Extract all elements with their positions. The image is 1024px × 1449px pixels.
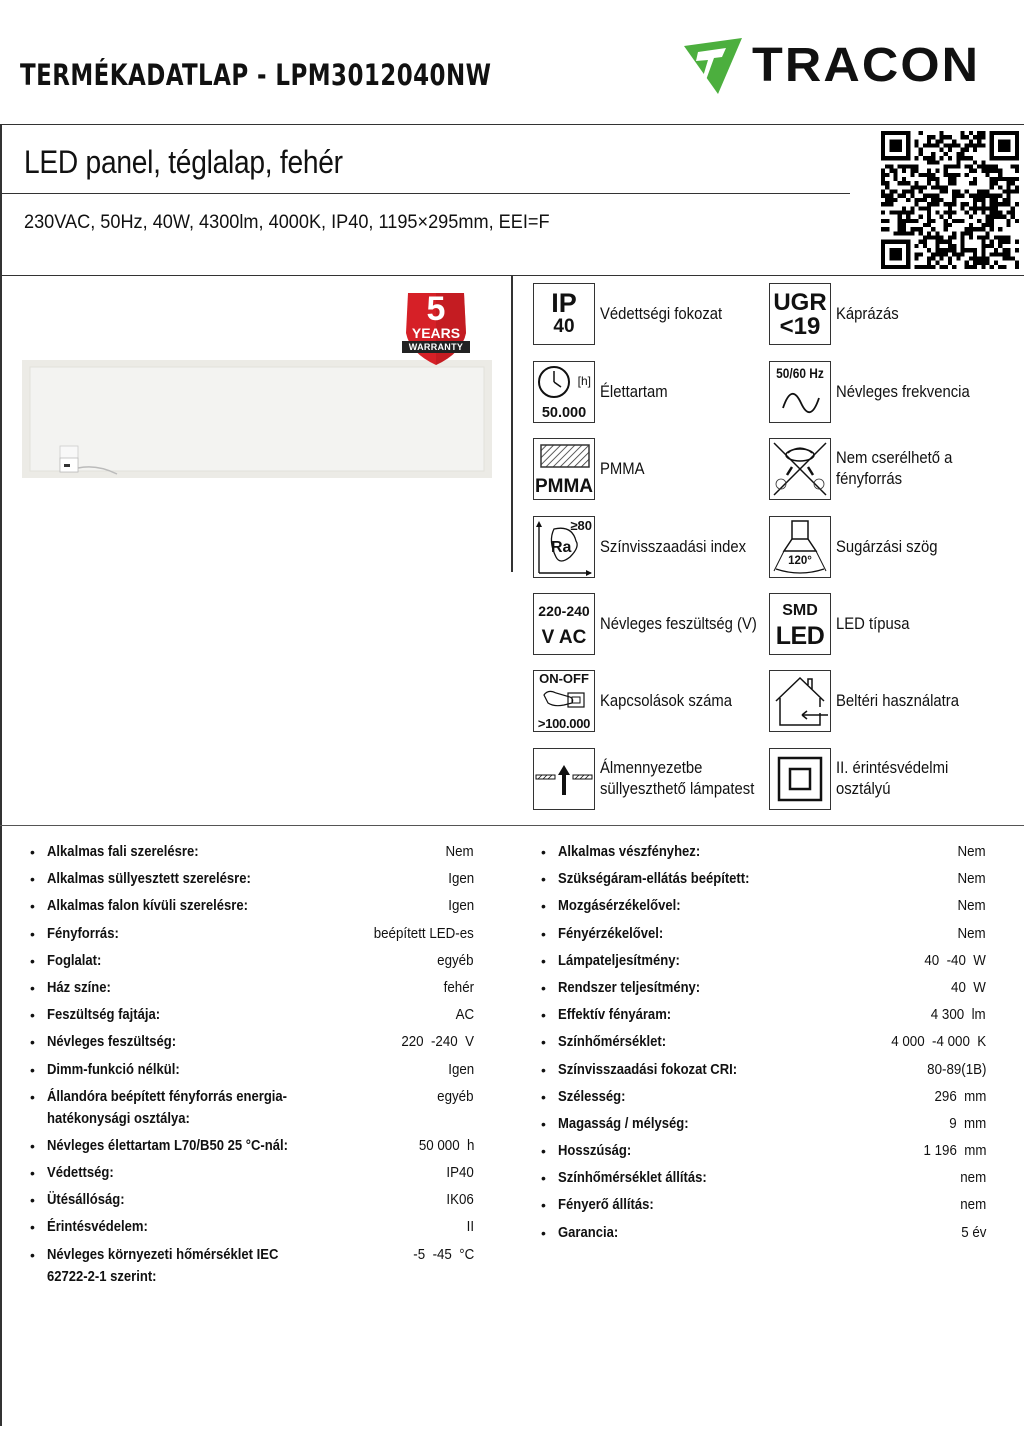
spec-row	[30, 1135, 474, 1157]
icon-label: Sugárzási szög	[836, 537, 938, 556]
icon-label: Védettségi fokozat	[600, 304, 723, 323]
frequency-value: 50/60 Hz	[776, 365, 824, 381]
icon-item-recessed	[533, 748, 775, 810]
bullet-icon: •	[30, 979, 35, 996]
spec-row	[541, 1004, 986, 1026]
spec-row	[541, 1031, 986, 1053]
protection-class-ii-icon	[769, 748, 831, 810]
bullet-icon: •	[541, 1170, 546, 1187]
cri-ra: Ra	[551, 539, 572, 556]
lifetime-unit: [h]	[577, 374, 591, 388]
spec-value: Igen	[448, 871, 474, 888]
product-image-led-panel	[22, 360, 492, 478]
spec-value: 4 300 lm	[931, 1007, 986, 1024]
spec-row	[30, 923, 474, 945]
spec-key: Lámpateljesítmény:	[558, 952, 680, 969]
spec-key: Ház színe:	[47, 979, 111, 996]
spec-key: Névleges környezeti hőmérséklet IEC 62722-2-1 szerint:	[47, 1246, 279, 1285]
spec-key: Magasság / mélység:	[558, 1115, 689, 1132]
spec-value: Nem	[957, 925, 986, 942]
spec-row	[30, 950, 474, 972]
hand-switch-icon	[542, 689, 590, 711]
spec-value: 40 W	[951, 979, 986, 996]
spec-row	[541, 923, 986, 945]
icon-item-frequency	[769, 361, 985, 423]
left-border	[0, 124, 2, 1426]
spec-value: 5 év	[960, 1224, 986, 1241]
frequency-sine-icon	[769, 361, 831, 423]
pmma-diffuser-icon	[533, 438, 595, 500]
spec-value: nem	[960, 1197, 986, 1214]
bullet-icon: •	[541, 1115, 546, 1132]
spec-key: Alkalmas vészfényhez:	[558, 844, 701, 860]
spec-row	[30, 1189, 474, 1211]
switching-cycles-icon	[533, 670, 595, 732]
icon-item-lifetime	[533, 361, 675, 423]
switching-count: >100.000	[537, 716, 591, 731]
cri-threshold: ≥80	[570, 518, 592, 533]
qr-code[interactable]	[881, 131, 1019, 269]
icon-label: Élettartam	[600, 382, 668, 401]
spec-value: Nem	[957, 871, 986, 888]
spec-row	[541, 977, 986, 999]
indoor-use-house-icon	[769, 670, 831, 732]
bullet-icon: •	[541, 952, 546, 969]
beam-angle-icon	[769, 516, 831, 578]
bullet-icon: •	[541, 1224, 546, 1241]
bullet-icon: •	[30, 898, 35, 915]
spec-key: Feszültség fajtája:	[47, 1007, 161, 1024]
icon-item-ugr	[769, 283, 906, 345]
spec-row	[30, 1031, 474, 1053]
icon-item-protection-class	[769, 748, 976, 810]
spec-value: II	[466, 1219, 474, 1236]
spec-key: Érintésvédelem:	[47, 1219, 148, 1236]
spec-key: Alkalmas süllyesztett szerelésre:	[47, 871, 251, 888]
icon-label: Kapcsolások száma	[600, 691, 733, 710]
spec-row	[541, 1222, 986, 1244]
hatched-diffuser-icon	[540, 444, 590, 470]
spec-value: 9 mm	[948, 1115, 986, 1132]
spec-key: Színhőmérséklet:	[558, 1034, 667, 1051]
spec-value: egyéb	[437, 1088, 474, 1105]
spec-row	[541, 841, 986, 863]
spec-key: Hosszúság:	[558, 1143, 632, 1160]
spec-value: nem	[960, 1170, 986, 1187]
spec-row	[30, 1216, 474, 1238]
spec-row	[30, 868, 474, 890]
spec-value: egyéb	[437, 952, 474, 969]
bullet-icon: •	[30, 1219, 35, 1236]
recessed-ceiling-icon	[533, 748, 595, 810]
smd-led-icon	[769, 593, 831, 655]
bullet-icon: •	[30, 1137, 35, 1154]
spec-value: fehér	[443, 979, 474, 996]
spec-row	[541, 950, 986, 972]
ip-rating-icon-bottom: 40	[553, 316, 575, 337]
spec-row	[30, 1244, 474, 1288]
spec-value: 1 196 mm	[922, 1143, 986, 1160]
spec-row	[30, 1004, 474, 1026]
spec-row	[541, 1194, 986, 1216]
spec-value: 50 000 h	[418, 1137, 474, 1154]
spec-row	[541, 1167, 986, 1189]
bullet-icon: •	[541, 1143, 546, 1160]
spec-key: Alkalmas fali szerelésre:	[47, 844, 199, 860]
tracon-logo-text: TRACON	[752, 39, 981, 92]
bullet-icon: •	[30, 952, 35, 969]
double-square-icon	[770, 749, 830, 809]
icon-label: Névleges feszültség (V)	[600, 614, 757, 633]
spec-row	[30, 977, 474, 999]
crossed-lamp-icon	[770, 439, 830, 499]
ceiling-arrow-icon	[534, 749, 594, 809]
spec-value: Nem	[957, 844, 986, 860]
icon-label: Beltéri használatra	[836, 691, 960, 710]
warranty-badge	[402, 289, 470, 367]
name-divider	[0, 193, 850, 194]
spec-key: Szélesség:	[558, 1088, 626, 1105]
icon-item-non-replaceable	[769, 438, 976, 500]
beam-angle-value: 120°	[788, 555, 812, 567]
specs-list-left	[30, 841, 474, 1293]
header-divider	[0, 124, 1024, 125]
spec-row	[541, 868, 986, 890]
spec-value: Igen	[448, 898, 474, 915]
spec-row	[30, 841, 474, 863]
icon-label: Nem cserélhető a fényforrás	[836, 449, 953, 488]
bullet-icon: •	[30, 925, 35, 942]
bullet-icon: •	[541, 979, 546, 996]
icon-item-pmma	[533, 438, 650, 500]
spec-value: Igen	[448, 1061, 474, 1078]
non-replaceable-light-source-icon	[769, 438, 831, 500]
icon-label: II. érintésvédelmi osztályú	[836, 759, 949, 798]
icon-item-indoor	[769, 670, 973, 732]
bullet-icon: •	[30, 1246, 35, 1263]
spec-row	[30, 1059, 474, 1081]
color-rendering-index-icon	[533, 516, 595, 578]
document-title: TERMÉKADATLAP - LPM3012040NW	[20, 58, 492, 92]
spec-key: Rendszer teljesítmény:	[558, 979, 701, 996]
ip-rating-icon-top: IP	[551, 288, 577, 318]
spec-key: Védettség:	[47, 1165, 114, 1182]
specs-list-right	[541, 841, 986, 1249]
led-text: LED	[775, 622, 825, 650]
spec-row	[30, 1086, 474, 1130]
spec-row	[541, 1059, 986, 1081]
product-name: LED panel, téglalap, fehér	[24, 144, 343, 180]
icon-label: LED típusa	[836, 614, 910, 633]
bullet-icon: •	[30, 1192, 35, 1209]
spec-value: -5 -45 °C	[413, 1246, 474, 1263]
image-icons-divider	[511, 275, 513, 572]
house-arrow-icon	[770, 671, 830, 731]
spec-row	[541, 1086, 986, 1108]
bullet-icon: •	[541, 1088, 546, 1105]
product-spec-line: 230VAC, 50Hz, 40W, 4300lm, 4000K, IP40, 1195×295mm, EEI=F	[24, 211, 550, 233]
bullet-icon: •	[30, 1034, 35, 1051]
spec-row	[30, 1162, 474, 1184]
bullet-icon: •	[541, 1007, 546, 1024]
spec-value: IK06	[446, 1192, 474, 1209]
spec-key: Fényerő állítás:	[558, 1197, 654, 1214]
warranty-years: YEARS	[411, 325, 461, 341]
icon-label: Névleges frekvencia	[836, 382, 970, 401]
spec-key: Effektív fényáram:	[558, 1007, 672, 1024]
sine-wave-icon	[781, 388, 821, 418]
spec-key: Fényérzékelővel:	[558, 925, 664, 942]
spec-value: IP40	[446, 1165, 474, 1182]
spec-value: 220 -240 V	[401, 1034, 474, 1051]
ugr-icon-bottom: <19	[779, 312, 821, 340]
icon-item-smd-led	[769, 593, 918, 655]
spec-value: 4 000 -4 000 K	[891, 1034, 986, 1051]
spec-row	[541, 895, 986, 917]
spec-value: 296 mm	[934, 1088, 986, 1105]
spec-row	[541, 1113, 986, 1135]
spec-key: Foglalat:	[47, 952, 102, 969]
spec-value: 40 -40 W	[924, 952, 986, 969]
ugr-icon	[769, 283, 831, 345]
bullet-icon: •	[541, 1034, 546, 1051]
spec-key: Dimm-funkció nélkül:	[47, 1061, 180, 1078]
on-off-text: ON-OFF	[539, 671, 589, 686]
spec-key: Garancia:	[558, 1224, 619, 1241]
icon-item-beam-angle	[769, 516, 949, 578]
spec-value: AC	[455, 1007, 474, 1024]
bullet-icon: •	[30, 871, 35, 888]
bullet-icon: •	[541, 871, 546, 888]
voltage-icon	[533, 593, 595, 655]
spec-key: Névleges élettartam L70/B50 25 °C-nál:	[47, 1137, 288, 1154]
clock-icon	[536, 364, 572, 400]
ugr-icon-top: UGR	[773, 288, 827, 316]
spec-value: 80-89(1B)	[926, 1061, 986, 1078]
spec-value: beépített LED-es	[373, 925, 474, 942]
icon-item-voltage	[533, 593, 774, 655]
smd-text: SMD	[782, 602, 818, 619]
bullet-icon: •	[30, 1007, 35, 1024]
spec-row	[30, 895, 474, 917]
icon-label: Álmennyezetbe süllyeszthető lámpatest	[600, 759, 755, 798]
icon-item-cri	[533, 516, 762, 578]
bullet-icon: •	[541, 1061, 546, 1078]
voltage-range: 220-240	[538, 603, 590, 619]
spec-key: Állandóra beépített fényforrás energia-hatékonysági osztálya:	[47, 1088, 288, 1127]
spec-key: Névleges feszültség:	[47, 1034, 177, 1051]
icon-item-switching	[533, 670, 747, 732]
spec-key: Színhőmérséklet állítás:	[558, 1170, 707, 1187]
icon-label: Káprázás	[836, 304, 899, 323]
spotlight-beam-icon	[770, 517, 830, 577]
bullet-icon: •	[541, 844, 546, 860]
warranty-label: WARRANTY	[408, 342, 464, 352]
bullet-icon: •	[541, 898, 546, 915]
icon-label: PMMA	[600, 459, 645, 478]
lifetime-value: 50.000	[541, 405, 587, 421]
spec-key: Szükségáram-ellátás beépített:	[558, 871, 750, 888]
tracon-logo-mark-icon	[682, 36, 744, 98]
spec-key: Fényforrás:	[47, 925, 119, 942]
spec-value: Nem	[445, 844, 474, 860]
bullet-icon: •	[30, 1061, 35, 1078]
bullet-icon: •	[541, 925, 546, 942]
bullet-icon: •	[30, 1088, 35, 1105]
spec-key: Színvisszaadási fokozat CRI:	[558, 1061, 738, 1078]
spec-key: Mozgásérzékelővel:	[558, 898, 681, 915]
ip-rating-icon	[533, 283, 595, 345]
pmma-text: PMMA	[534, 476, 594, 497]
specs-divider	[0, 825, 1024, 826]
tracon-logo	[682, 36, 1012, 98]
lifetime-clock-icon	[533, 361, 595, 423]
bullet-icon: •	[30, 844, 35, 860]
warranty-number: 5	[426, 290, 446, 328]
bullet-icon: •	[541, 1197, 546, 1214]
spec-key: Alkalmas falon kívüli szerelésre:	[47, 898, 248, 915]
icon-item-ip-rating	[533, 283, 736, 345]
bullet-icon: •	[30, 1165, 35, 1182]
spec-row	[541, 1140, 986, 1162]
spec-value: Nem	[957, 898, 986, 915]
icon-label: Színvisszaadási index	[600, 537, 747, 556]
voltage-type: V AC	[541, 627, 587, 648]
spec-key: Ütésállóság:	[47, 1192, 125, 1209]
